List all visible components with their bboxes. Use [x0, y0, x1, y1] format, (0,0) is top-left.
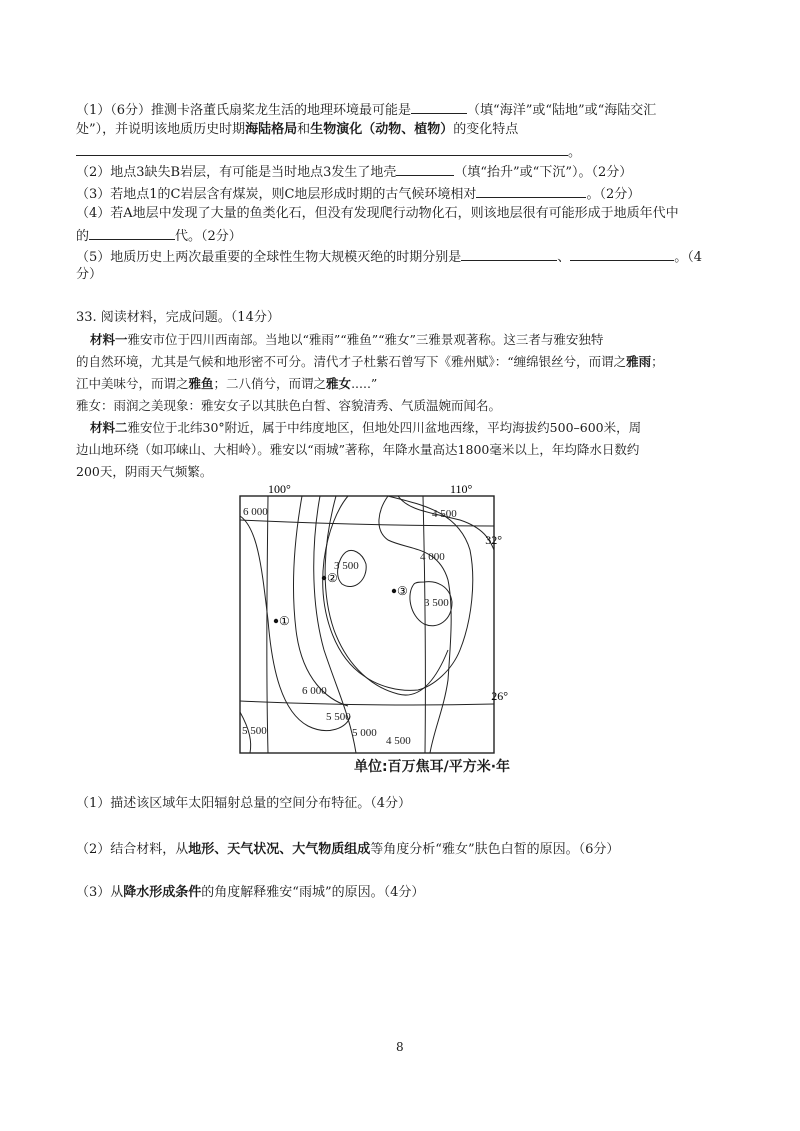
isoline-label-5500a: 5 500 [242, 725, 267, 737]
lon-label-110: 110° [450, 482, 473, 496]
q33-1: （1）描述该区域年太阳辐射总量的空间分布特征。（4分） [76, 796, 412, 811]
point-1-label: ① [279, 614, 290, 628]
isoline-label-5000: 5 000 [352, 727, 377, 739]
lon-label-100: 100° [268, 482, 291, 496]
q32-2-text-a: （2）地点3缺失B岩层，有可能是当时地点3发生了地壳 [76, 165, 397, 180]
q32-1-text-b: （填“海洋”或“陆地”或“海陆交汇 [467, 103, 657, 118]
point-2-dot [322, 576, 326, 580]
q32-5-line2 [76, 266, 102, 284]
q32-5-text-b: 。（4 [674, 250, 703, 265]
point-3-label: ③ [397, 584, 408, 598]
material1-line4: 雅女：雨润之美现象：雅安女子以其肤色白皙、容貌清秀、气质温婉而闻名。 [76, 398, 502, 413]
q32-3-text-a: （3）若地点1的C岩层含有煤炭，则C地层形成时期的古气候环境相对 [76, 187, 477, 202]
material1-label: 材料一 [90, 332, 128, 347]
parallel-26 [240, 701, 494, 705]
isoline-label-5500b: 5 500 [326, 711, 351, 723]
material1-bold-yanv: 雅女 [326, 376, 352, 391]
answer-blank[interactable] [89, 225, 175, 240]
q32-4-line2 [76, 225, 242, 246]
q33-3-bold: 降水形成条件 [123, 885, 202, 900]
q32-3-text-b: 。（2分） [586, 187, 641, 202]
isoline-label-6000b: 6 000 [302, 685, 327, 697]
isoline-label-3500b: 3 500 [424, 597, 449, 609]
q32-1-line1 [76, 99, 656, 120]
q33-2-bold: 地形、天气状况、大气物质组成 [188, 842, 371, 857]
q32-4-text-c: 代。（2分） [175, 229, 242, 244]
lat-label-26: 26° [491, 689, 508, 703]
isoline-6000-inner [294, 496, 348, 706]
q32-3 [76, 183, 640, 204]
material1-text2e: ； [651, 354, 664, 369]
material1-text3b: ；二八俏兮，而谓之 [213, 376, 327, 391]
material1-text3c: .....” [351, 376, 378, 391]
q32-2 [76, 161, 632, 182]
q33-title: 33. 阅读材料，完成问题。（14分） [76, 310, 280, 325]
q32-1-text-d: 的变化特点 [453, 122, 519, 137]
q33-2-text-b: 等角度分析“雅女”肤色白皙的原因。（6分） [370, 842, 620, 857]
q32-1-bold1: 海陆格局 [245, 122, 298, 137]
point-3-dot [392, 589, 396, 593]
material1-text3a: 江中美味兮，而谓之 [76, 376, 189, 391]
isoline-4500-north [398, 496, 494, 550]
answer-blank[interactable] [461, 246, 557, 261]
isoline-label-4500a: 4 500 [432, 508, 457, 520]
material1-line1 [90, 329, 603, 351]
q32-1-end: 。 [568, 145, 582, 160]
map-unit-caption: 单位:百万焦耳/平方米·年 [354, 759, 511, 775]
page-number: 8 [396, 1040, 404, 1054]
material1-bold-yayu: 雅雨 [626, 354, 652, 369]
q33-2 [76, 841, 619, 859]
solar-radiation-isoline-map [238, 480, 508, 760]
isoline-4500 [379, 496, 451, 753]
point-1-dot [274, 619, 278, 623]
q32-5-text-c: 分） [76, 267, 103, 282]
q33-3-text-a: （3）从 [76, 885, 124, 900]
q32-4-line1 [76, 205, 679, 223]
answer-blank[interactable] [570, 246, 674, 261]
meridian-100 [267, 496, 268, 753]
material1-line3 [76, 373, 377, 395]
material1-bold-yafish: 雅鱼 [188, 376, 214, 391]
isoline-label-3500a: 3 500 [334, 560, 359, 572]
material2-line2: 边山地环绕（如邛崃山、大相岭）。雅安以“雨城”著称，年降水量高达1800毫米以上，年均降水日数约 [76, 442, 640, 457]
answer-blank[interactable] [476, 183, 586, 198]
material1-text1: 雅安市位于四川西南部。当地以“雅雨”“雅鱼”“雅女”三雅景观著称。这三者与雅安独特 [127, 332, 604, 347]
material1-line2 [76, 351, 664, 373]
q32-1-text-c: 处”），并说明该地质历史时期 [76, 122, 246, 137]
point-2-label: ② [327, 571, 338, 585]
lat-label-32: 32° [485, 533, 502, 547]
answer-blank-long[interactable] [76, 141, 568, 156]
q32-1-and: 和 [297, 122, 311, 137]
q32-5-sep: 、 [557, 250, 571, 265]
isoline-label-4000: 4 000 [420, 551, 445, 563]
material2-line1 [90, 417, 641, 439]
q32-5-text-a: （5）地质历史上两次最重要的全球性生物大规模灭绝的时期分别是 [76, 250, 462, 265]
q32-1-answer-line [76, 141, 581, 162]
isoline-label-6000a: 6 000 [243, 506, 268, 518]
q32-4-text-a: （4）若A地层中发现了大量的鱼类化石，但没有发现爬行动物化石，则该地层很有可能形成于地质年代中 [76, 206, 679, 221]
material1-text2: 的自然环境，尤其是气候和地形密不可分。清代才子杜紫石曾写下《雅州赋》：“缠绵银丝兮，而谓之 [76, 354, 627, 369]
material2-line3: 200天，阴雨天气频繁。 [76, 464, 213, 479]
answer-blank[interactable] [396, 161, 454, 176]
q33-3-text-b: 的角度解释雅安“雨城”的原因。（4分） [201, 885, 425, 900]
q32-1-line2 [76, 121, 518, 139]
q32-2-text-b: （填“抬升”或“下沉”）。（2分） [454, 165, 633, 180]
q32-1-text-a: （1）（6分）推测卡洛董氏扇桨龙生活的地理环境最可能是 [76, 103, 412, 118]
isoline-label-4500b: 4 500 [386, 735, 411, 747]
q33-2-text-a: （2）结合材料，从 [76, 842, 189, 857]
answer-blank[interactable] [411, 99, 467, 114]
material2-text1: 雅安位于北纬30°附近，属于中纬度地区，但地处四川盆地西缘，平均海拔约500–600米，周 [127, 420, 642, 435]
material2-label: 材料二 [90, 420, 128, 435]
q32-5-line1 [76, 246, 702, 267]
q32-1-bold2: 生物演化（动物、植物） [310, 122, 454, 137]
q32-4-text-b: 的 [76, 229, 90, 244]
q33-3 [76, 884, 424, 902]
